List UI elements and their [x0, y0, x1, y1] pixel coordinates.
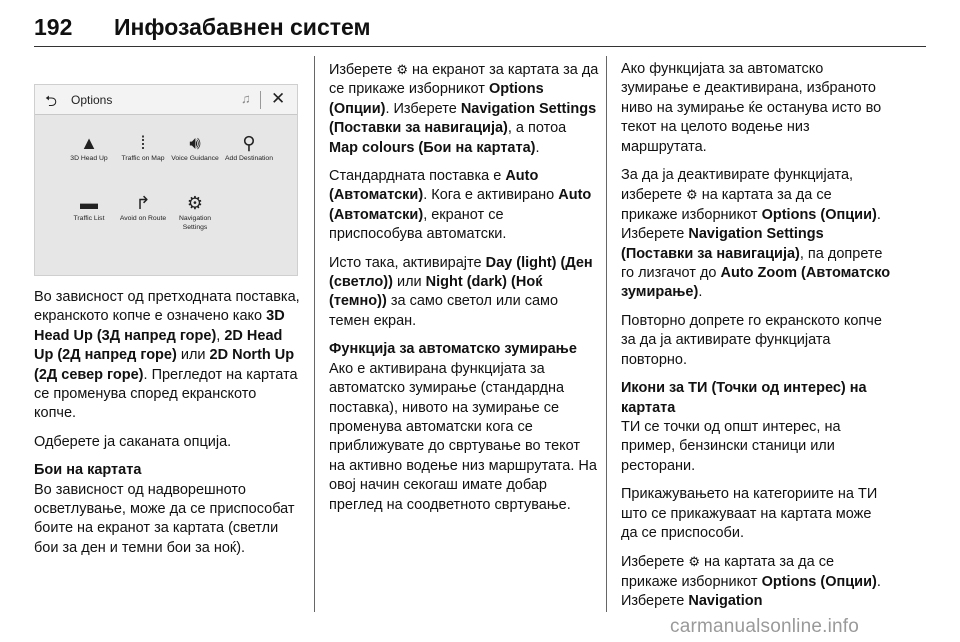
- paragraph: Повторно допрете го екранското копче за да ја активирате функцијата повторно.: [621, 312, 882, 368]
- back-arrow-icon: ⮌: [45, 93, 58, 110]
- search-plus-icon: ⚲: [242, 133, 256, 153]
- page-title: Инфозабавнен систем: [114, 14, 371, 40]
- paragraph: ТИ се точки од општ интерес, на пример, бензински станици или ресторани.: [621, 418, 841, 474]
- close-icon: ✕: [271, 89, 286, 108]
- page-header: [34, 10, 926, 46]
- gear-icon: ⚙: [186, 193, 204, 213]
- traffic-light-icon: ⁞: [140, 133, 146, 153]
- screenshot-title: Options: [71, 93, 113, 107]
- paragraph: Стандардната поставка е Auto (Автоматски). Кога е активирано Auto (Автоматски), екранот се приспособува автоматски.: [329, 168, 592, 243]
- tile-voice-guidance: 🔊︎ Voice Guidance: [167, 131, 223, 164]
- tile-traffic-on-map: ⁞ Traffic on Map: [115, 131, 171, 164]
- paragraph: Во зависност од претходната поставка, екранското копче е означено како 3D Head Up (3Д напред горе), 2D Head Up (2Д напред горе) или 2D North Up (2Д север горе). Прегледот на картата се променува според екранското копче.: [34, 289, 300, 422]
- column-divider: [314, 56, 315, 612]
- gear-icon: ⚙: [688, 554, 700, 570]
- topbar-separator: [260, 91, 261, 109]
- page-number: 192: [34, 14, 73, 40]
- paragraph: Исто така, активирајте Day (light) (Ден (светло)) или Night (dark) (Ноќ (темно)) за само светол или само темен екран.: [329, 254, 593, 329]
- paragraph: Ако функцијата за автоматско зумирање е деактивирана, избраното ниво на зумирање ќе останува исто во текот на целото водење низ маршрутата.: [621, 61, 882, 155]
- paragraph: Одберете ја саканата опција.: [34, 433, 232, 450]
- column-3: [621, 60, 891, 621]
- tile-3d-head-up: ▲ 3D Head Up: [61, 131, 117, 164]
- paragraph: Изберете ⚙ на екранот за картата за да се прикаже изборникот Options (Опции). Изберете Navigation Settings (Поставки за навигација), а потоа Map colours (Бои на картата).: [329, 62, 599, 156]
- paragraph: Ако е активирана функцијата за автоматско зумирање (стандардна поставка), нивото на зумирање се променува автоматски кога се приближувате до свртување во текот на активно водење низ маршрутата. На овој начин секогаш имате добар преглед на соодветното свртување.: [329, 360, 597, 513]
- section-heading: Функција за автоматско зумирање: [329, 341, 577, 358]
- tile-add-destination: ⚲ Add Destination: [221, 131, 277, 164]
- tile-avoid-on-route: ↱ Avoid on Route: [115, 191, 171, 224]
- section-heading: Бои на картата: [34, 462, 142, 479]
- paragraph: Изберете ⚙ на картата за да се прикаже изборникот Options (Опции). Изберете Navigation: [621, 554, 881, 610]
- gear-icon: ⚙: [686, 187, 698, 203]
- watermark: carmanualsonline.info: [670, 616, 860, 637]
- gear-icon: ⚙: [396, 62, 408, 77]
- header-rule: [34, 46, 926, 47]
- paragraph: Прикажувањето на категориите на ТИ што се прикажуваат на картата може да се приспособи.: [621, 486, 878, 541]
- traffic-list-icon: ▬: [80, 193, 98, 213]
- paragraph: Во зависност од надворешното осветлување, може да се приспособат боите на екранот за картата (светли бои за ден и темни бои за ноќ).: [34, 481, 295, 556]
- section-heading: Икони за ТИ (Точки од интерес) на картата: [621, 380, 867, 416]
- car-icon: ▲: [80, 133, 98, 153]
- options-screenshot: [34, 84, 298, 276]
- tile-navigation-settings: ⚙ Navigation Settings: [167, 191, 223, 232]
- column-2: [329, 60, 599, 524]
- paragraph: За да ја деактивирате функцијата, изберете ⚙ на картата за да се прикаже изборникот Options (Опции). Изберете Navigation Settings (Поставки за навигација), па допрете го лизгачот до Auto Zoom (Автоматско зумирање).: [621, 167, 891, 301]
- avoid-route-icon: ↱: [135, 193, 151, 213]
- screenshot-topbar: [35, 85, 297, 115]
- tile-traffic-list: ▬ Traffic List: [61, 191, 117, 224]
- column-divider: [606, 56, 607, 612]
- speaker-icon: 🔊︎: [189, 133, 201, 153]
- music-note-icon: ♫: [241, 91, 251, 106]
- column-1: [34, 288, 300, 567]
